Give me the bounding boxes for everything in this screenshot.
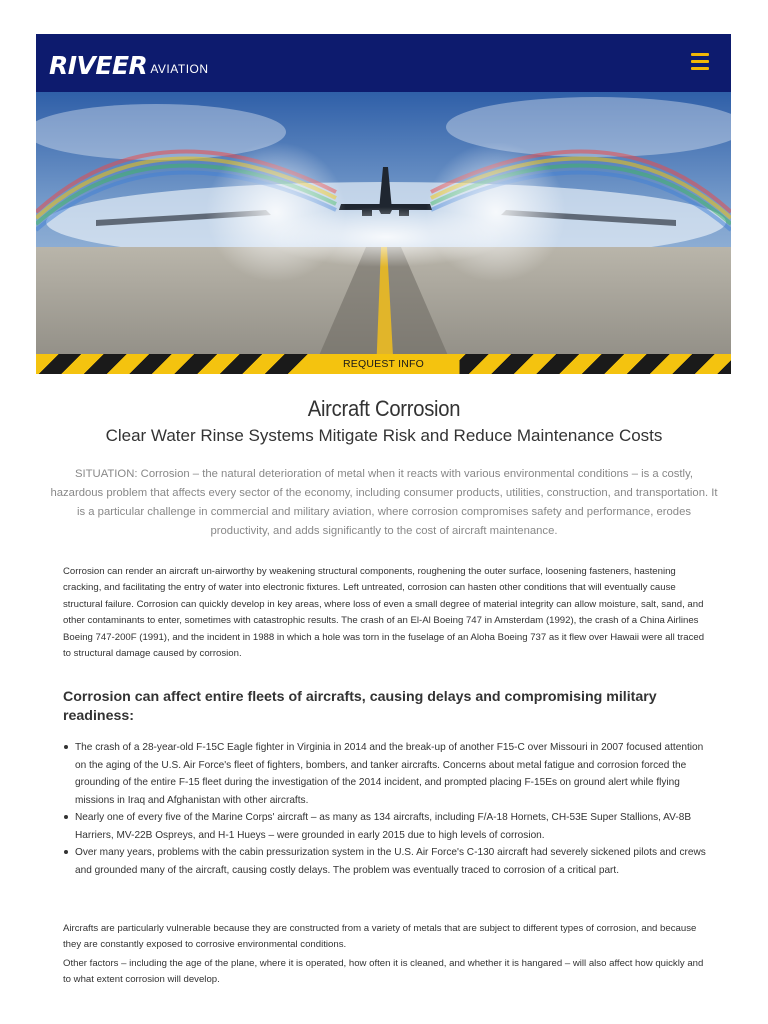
page-title: Aircraft Corrosion: [307, 396, 461, 421]
situation-intro: SITUATION: Corrosion – the natural deterioration of metal when it reacts with various environmental conditions – is a costly, hazardous problem that affects every sector of the economy, including consumer products, utilities, construction, and transportation. It is a particular challenge in commercial and military aviation, where corrosion compromises safety and performance, erodes productivity, and adds significantly to the cost of aircraft maintenance.: [50, 468, 718, 537]
list-item: Nearly one of every five of the Marine Corps' aircraft – as many as 134 aircrafts, including F/A-18 Hornets, CH-53E Super Stallions, AV-8B Harriers, MV-22B Ospreys, and H-1 Hueys – were grounded in early 2015 due to high levels of corrosion.: [63, 809, 711, 844]
hazard-stripe-banner: [36, 354, 731, 374]
body-paragraph-1: Corrosion can render an aircraft un-airworthy by weakening structural components, roughening the outer surface, loosening fasteners, hastening cracking, and facilitating the entry of water into electronic fixtures. Left untreated, corrosion can hasten other conditions that will eventually cause structural failure. Corrosion can quickly develop in key areas, where loss of even a small degree of material integrity can allow moisture, salt, sand, and other contaminants to enter, sometimes with catastrophic results. The crash of an El-Al Boeing 747 in Amsterdam (1992), the crash of a China Airlines Boeing 747-200F (1991), and the incident in 1988 in which a hole was torn in the fuselage of an Aloha Boeing 737 as it flew over Hawaii were all traced to structural damage caused by corrosion.: [63, 566, 705, 660]
list-item: The crash of a 28-year-old F-15C Eagle fighter in Virginia in 2014 and the break-up of another F15-C over Missouri in 2007 focused attention on the aging of the U.S. Air Force's fleet of fighters, bombers, and tanker aircrafts. Concerns about metal fatigue and corrosion forced the grounding of the entire F-15 fleet during the investigation of the 2014 incident, and prompted placing F-15Es on ground alert while flying missions in Iraq and Afghanistan with other aircrafts.: [63, 739, 711, 809]
section-heading: Corrosion can affect entire fleets of aircrafts, causing delays and compromising military readiness:: [63, 689, 657, 724]
hero-illustration: [36, 92, 731, 374]
hero-image: [36, 92, 731, 374]
site-header: [36, 34, 731, 92]
riveer-aviation-logo[interactable]: [49, 49, 209, 79]
fleet-incidents-list: [63, 739, 711, 879]
request-info-button[interactable]: REQUEST INFO: [307, 354, 460, 374]
body-paragraph-2: Aircrafts are particularly vulnerable because they are constructed from a variety of metals that are subject to different types of corrosion, and because they are constantly exposed to corrosive environmental conditions.: [63, 923, 697, 951]
list-item: Over many years, problems with the cabin pressurization system in the U.S. Air Force's C-130 aircraft had severely sickened pilots and crews and grounded many of the aircraft, causing costly delays. The problem was eventually traced to corrosion of a critical part.: [63, 844, 711, 879]
page-subtitle: Clear Water Rinse Systems Mitigate Risk and Reduce Maintenance Costs: [105, 426, 663, 445]
hamburger-menu-icon[interactable]: [691, 53, 709, 71]
body-paragraph-3: Other factors – including the age of the plane, where it is operated, how often it is cleaned, and whether it is hangared – will also affect how quickly and to what extent corrosion will develop.: [63, 958, 704, 986]
logo-wordmark: RIVEER: [49, 51, 148, 80]
logo-subtitle: AVIATION: [150, 62, 209, 76]
